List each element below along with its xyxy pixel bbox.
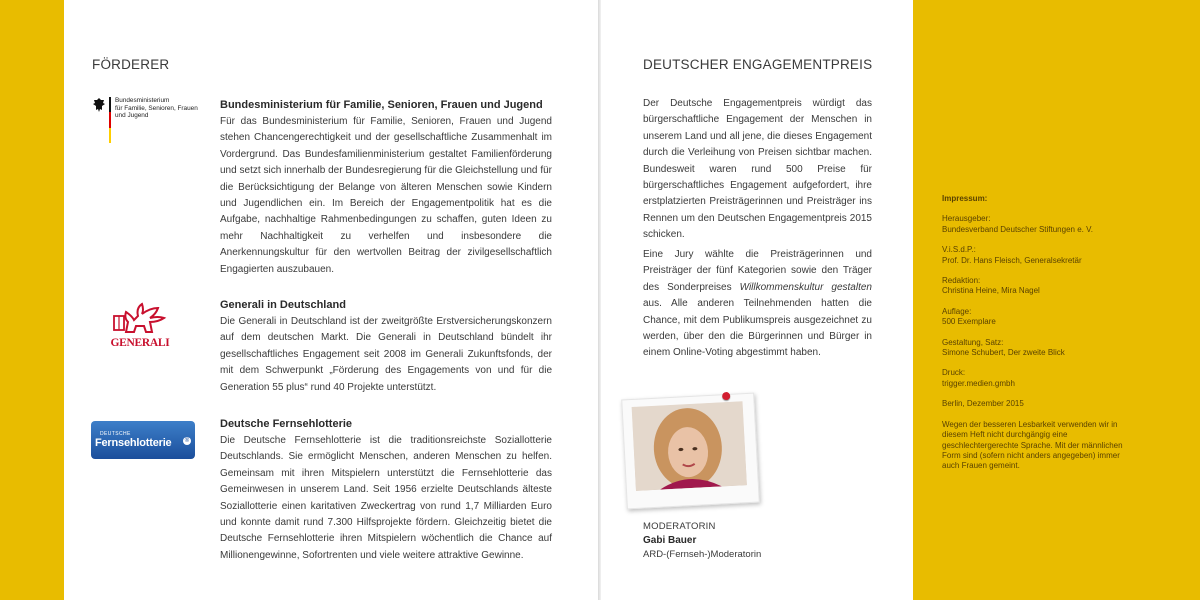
impressum-title: Impressum:: [942, 194, 988, 203]
impressum-label: V.i.S.d.P.:: [942, 245, 976, 255]
german-flag-stripe: [109, 97, 111, 143]
sponsor-title-bmfsfj: Bundesministerium für Familie, Senioren, Frauen und Jugend: [220, 99, 543, 111]
page-heading-foerderer: FÖRDERER: [92, 57, 170, 72]
impressum-entry: [942, 245, 1132, 266]
engagementpreis-paragraph-2: [643, 247, 872, 362]
impressum-entry: [942, 307, 1132, 328]
generali-logo: [106, 302, 174, 350]
moderator-role: ARD-(Fernseh-)Moderatorin: [643, 549, 762, 560]
impressum-label: Gestaltung, Satz:: [942, 337, 1004, 347]
fernsehlotterie-logo: [91, 421, 195, 459]
page-heading-engagementpreis: DEUTSCHER ENGAGEMENTPREIS: [643, 57, 873, 72]
impressum-value: trigger.medien.gmbh: [942, 378, 1015, 388]
impressum-label: Druck:: [942, 368, 966, 378]
moderator-name: Gabi Bauer: [643, 535, 697, 546]
sponsor-title-generali: Generali in Deutschland: [220, 299, 346, 311]
impressum-entry: [942, 276, 1132, 297]
impressum-value: Simone Schubert, Der zweite Blick: [942, 348, 1065, 358]
engagementpreis-paragraph-1: Der Deutsche Engagementpreis würdigt das bürgerschaftliche Engagement der Menschen in unserem Land und all jene, die dieses Engagement durch die Verleihung von Preisen sichtbar machen. Bundesweit waren rund 500 Preise für bürgerschaftliches Engagement aufgefordert, ihre erstplatzierten Preisträgerinnen und Preisträger ins Rennen um den Deutschen Engagementpreis 2015 schicken.: [643, 98, 872, 241]
sponsor-text-fernsehlotterie: Die Deutsche Fernsehlotterie ist die traditionsreichste Soziallotterie Deutschlands. Sie ermöglicht Menschen, anderen Menschen zu helfen. Gemeinsam mit ihren Mitspielern unterstützt die Fernsehlotterie das Gemeinwesen in unserem Land. Seit 1956 erzielte Deutschlands älteste Soziallotterie einen karitativen Zweckertrag von rund 1,7 Milliarden Euro und konnte damit rund 7.300 Hilfsprojekte fördern. Gleichzeitig bietet die Deutsche Fernsehlotterie ihren Mitspielern wöchentlich die Chance auf Millionengewinne, Sofortrenten und viele weitere attraktive Gewinne.: [220, 435, 552, 561]
left-color-band: [0, 0, 64, 600]
moderator-photo: [632, 401, 747, 491]
impressum: [942, 194, 1132, 472]
moderator-label: MODERATORIN: [643, 521, 716, 532]
winged-lion-icon: [106, 302, 174, 338]
paragraph-2-text-b: aus. Alle anderen Teilnehmenden hatten die Chance, mit dem Publikumspreis ausgezeichnet zu werden, über den die Bürgerinnen und Bürger in einem Online-Voting abgestimmt haben.: [643, 298, 872, 359]
impressum-value: 500 Exemplare: [942, 317, 996, 327]
pushpin-icon: [722, 392, 730, 400]
sponsor-text-bmfsfj: Für das Bundesministerium für Familie, Senioren, Frauen und Jugend stehen Chancengerechtigkeit und der gesellschaftliche Zusammenhalt im Vordergrund. Das Bundesfamilienministerium gestaltet Familienförderung und setzt sich innerhalb der Bundesregierung für die Gleichstellung und für die Berücksichtigung der Belange von älteren Menschen sowie Kindern und Jugendlichen ein. Im Bereich der Engagementpolitik hat es die Aufgabe, nachhaltige Rahmenbedingungen zu schaffen, guten Ideen zu mehr Nachhaltigkeit zu verhelfen und insbesondere die Anerkennungskultur für den wertvollen Beitrag der zivilgesellschaftlich Engagierten auszubauen.: [220, 116, 552, 275]
impressum-value: Prof. Dr. Hans Fleisch, Generalsekretär: [942, 255, 1082, 265]
sponsor-text-generali: Die Generali in Deutschland ist der zweitgrößte Erstversicherungskonzern auf dem deutschen Markt. Die Generali in Deutschland bündelt ihr gesellschaftliches Engagement seit 2008 im Generali Zukunftsfonds, der mit dem Schwerpunkt „Förderung des Engagements von und für die Generation 55 plus“ rund 40 Projekte unterstützt.: [220, 316, 552, 393]
paragraph-2-text-a: Eine Jury wählte die Preisträgerinnen und Preisträger der fünf Kategorien sowie den Träger des Sonderpreises: [643, 249, 872, 293]
federal-eagle-icon: [92, 97, 106, 113]
bmfsfj-logo: [92, 97, 212, 147]
impressum-value: Christina Heine, Mira Nagel: [942, 286, 1040, 296]
impressum-entry: [942, 214, 1132, 235]
impressum-label: Herausgeber:: [942, 214, 991, 224]
paragraph-2-italic: Willkommenskultur gestalten: [739, 281, 872, 293]
sponsor-title-fernsehlotterie: Deutsche Fernsehlotterie: [220, 418, 353, 430]
impressum-label: Auflage:: [942, 306, 972, 316]
fernsehlotterie-logo-text: Fernsehlotterie: [95, 437, 172, 449]
portrait-image: [632, 401, 747, 491]
impressum-date: Berlin, Dezember 2015: [942, 399, 1024, 409]
moderator-polaroid: [621, 393, 760, 510]
generali-wordmark: GENERALI: [110, 337, 170, 349]
bmfsfj-logo-text: Bundesministerium für Familie, Senioren, Frauen und Jugend: [115, 97, 198, 120]
impressum-entry: [942, 368, 1132, 389]
registered-icon: ®: [184, 438, 190, 444]
impressum-entry: [942, 338, 1132, 359]
impressum-label: Redaktion:: [942, 276, 981, 286]
impressum-note: Wegen der besseren Lesbarkeit verwenden wir in diesem Heft nicht durchgängig eine geschlechtergerechte Sprache. Mit der männlichen Form sind (sofern nicht anders angegeben) immer auch Frauen gemeint.: [942, 419, 1123, 471]
fernsehlotterie-logo-small-text: DEUTSCHE: [100, 431, 131, 437]
impressum-value: Bundesverband Deutscher Stiftungen e. V.: [942, 224, 1093, 234]
